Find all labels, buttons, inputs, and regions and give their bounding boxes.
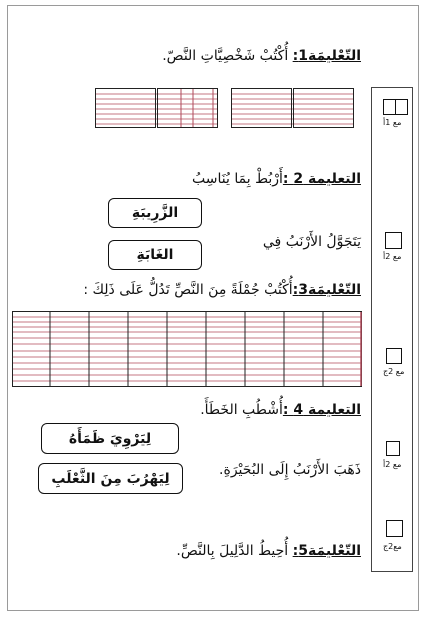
instruction-5 xyxy=(176,542,361,560)
criterion-4-label: مع 2أ xyxy=(383,460,402,469)
writing-grid-2-lines xyxy=(12,311,364,387)
criterion-box-1a-right[interactable] xyxy=(395,99,408,115)
option-forest-box[interactable] xyxy=(108,240,202,270)
criterion-1-label: مع 1أ xyxy=(383,118,402,127)
criterion-3-label: مع 2ج xyxy=(383,367,405,376)
instruction-2-label: التعليمة 2 : xyxy=(282,171,361,187)
criterion-box-2c-second[interactable] xyxy=(386,520,403,537)
instruction-4 xyxy=(200,401,361,419)
instruction-3-text: أُكْتُبْ جُمْلَةً مِنَ النَّصِّ تَدُلُّ عَلَى ذَلِكَ : xyxy=(83,282,293,298)
criterion-5-label: مع2ج xyxy=(383,542,402,551)
option-escape-fox-label: لِيَهْرُبَ مِنَ الثَّعْلَبِ xyxy=(51,470,170,487)
task2-sentence: يَتَجَوَّلُ الأَرْنَبُ فِي xyxy=(262,234,361,250)
instruction-3-label: التّعْليمَة3: xyxy=(292,282,361,298)
option-barn-label: الزَّرِيبَةِ xyxy=(131,205,179,221)
option-barn-box[interactable] xyxy=(108,198,202,228)
instruction-1-label: التّعْليمَة1: xyxy=(292,48,361,64)
option-quench-thirst-box[interactable] xyxy=(41,423,179,454)
criterion-box-1a-left[interactable] xyxy=(383,99,396,115)
instruction-4-label: التعليمة 4 : xyxy=(282,402,361,418)
instruction-5-text: أُحِيطُ الدَّلِيلَ بِالنَّصِّ. xyxy=(176,543,293,559)
task4-sentence: ذَهَبَ الأَرْنَبُ إِلَى البُحَيْرَةِ. xyxy=(219,462,361,478)
criterion-box-2c[interactable] xyxy=(386,348,402,364)
instruction-3 xyxy=(83,281,361,299)
writing-grid-1-lines xyxy=(95,88,355,128)
criterion-2-label: مع 2أ xyxy=(383,252,402,261)
instruction-2 xyxy=(192,170,361,188)
option-forest-label: الغَابَةِ xyxy=(136,247,174,263)
instruction-1-text: أُكْتُبْ شَخْصِيَّاتِ النَّصّ. xyxy=(162,48,293,64)
instruction-5-label: التّعْليمَة5: xyxy=(292,543,361,559)
instruction-1 xyxy=(162,47,361,65)
instruction-2-text: أَرْبُطْ بِمَا يُنَاسِبُ xyxy=(192,171,283,187)
instruction-4-text: أُشْطُبِ الخَطَأَ. xyxy=(200,402,283,418)
evaluation-column xyxy=(371,87,413,572)
option-quench-thirst-label: لِيَرْوِيَ ظَمَأَهُ xyxy=(68,430,152,447)
option-escape-fox-box[interactable] xyxy=(38,463,183,494)
criterion-box-2a[interactable] xyxy=(385,232,402,249)
criterion-box-2a-second[interactable] xyxy=(386,441,400,456)
